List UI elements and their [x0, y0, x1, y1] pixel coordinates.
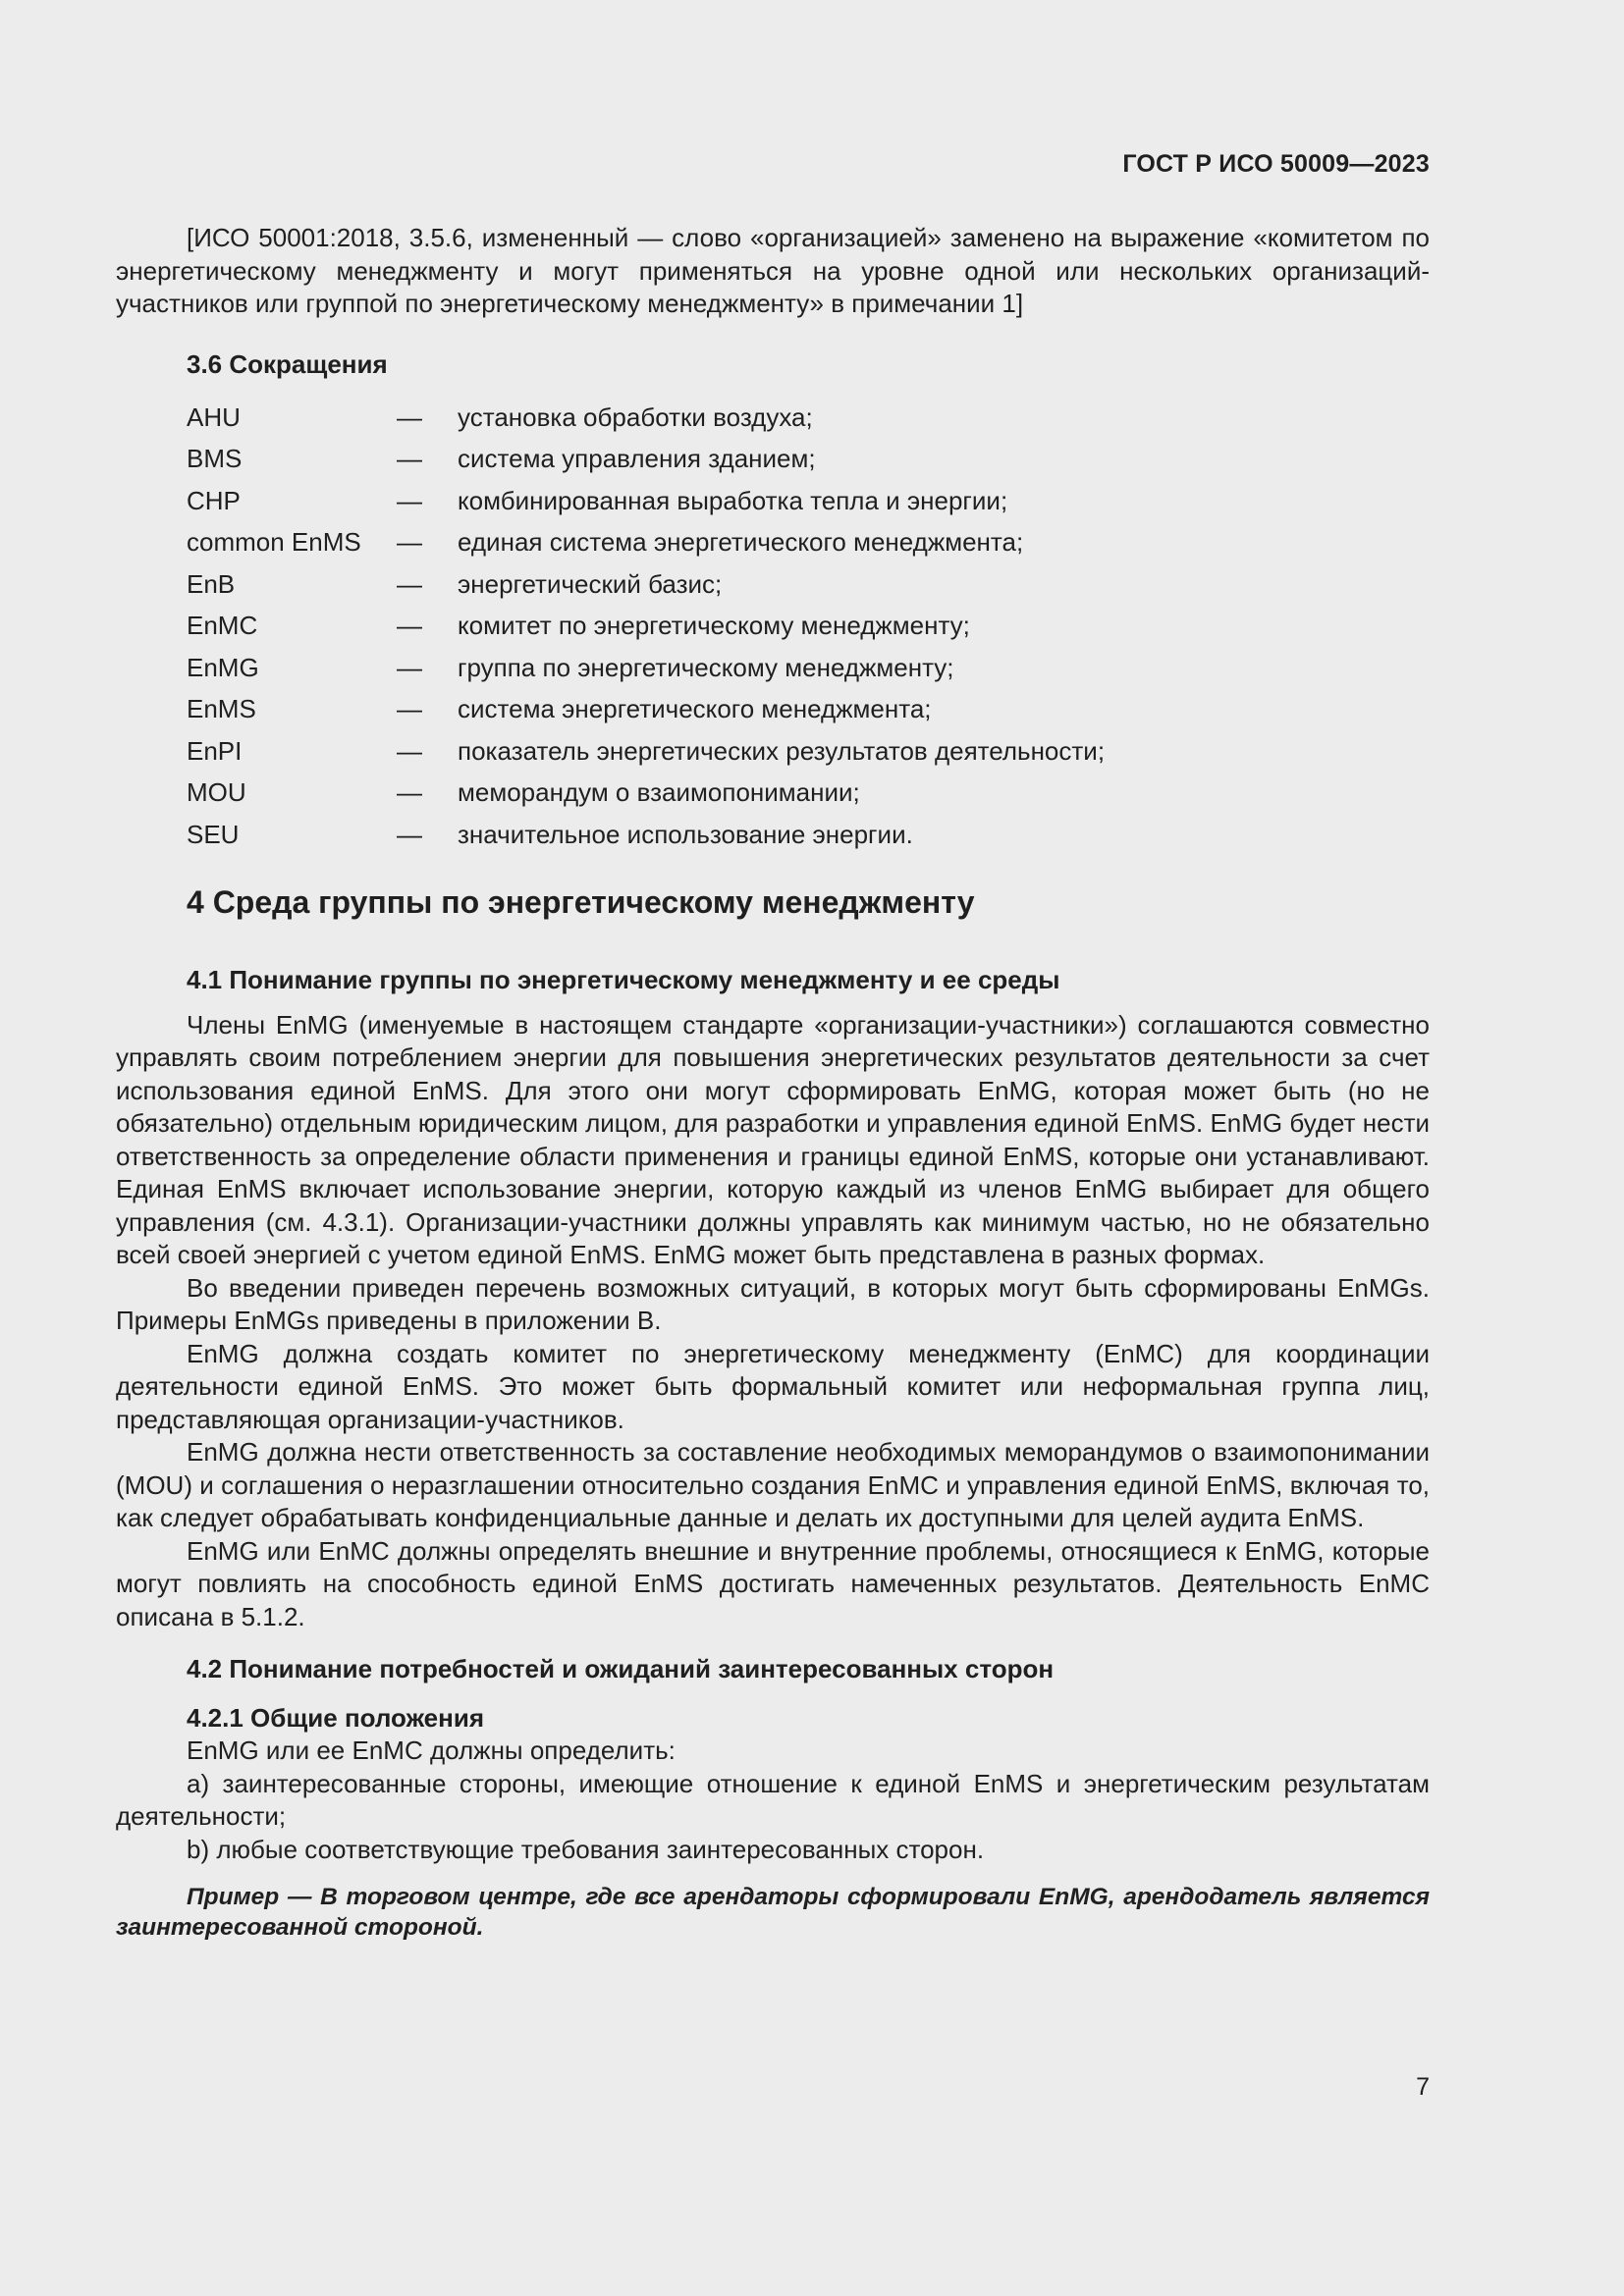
- paragraph: EnMG или ее EnMC должны определить:: [187, 1735, 676, 1765]
- abbreviation-dash: —: [397, 444, 422, 473]
- abbreviation-row: [187, 730, 1105, 773]
- abbreviation-row: [187, 480, 1105, 522]
- abbreviation-definition: система управления зданием;: [458, 444, 816, 473]
- abbreviation-row: [187, 773, 1105, 815]
- abbreviation-row: [187, 689, 1105, 731]
- abbreviation-row: [187, 439, 1105, 481]
- abbreviation-definition: единая система энергетического менеджмента;: [458, 527, 1024, 557]
- section-3-6-heading: 3.6 Сокращения: [187, 348, 388, 379]
- section-4-1-heading: 4.1 Понимание группы по энергетическому менеджменту и ее среды: [187, 965, 1060, 994]
- abbreviation-definition: комбинированная выработка тепла и энергии;: [458, 485, 1008, 515]
- abbreviation-dash: —: [397, 527, 422, 557]
- abbreviation-row: [187, 814, 1105, 856]
- abbreviation-term: EnMS: [187, 694, 256, 723]
- abbreviation-dash: —: [397, 777, 422, 807]
- abbreviation-dash: —: [397, 611, 422, 640]
- abbreviation-dash: —: [397, 652, 422, 682]
- document-header: ГОСТ Р ИСО 50009—2023: [1122, 150, 1430, 178]
- abbreviation-row: [187, 606, 1105, 648]
- section-4-heading: 4 Среда группы по энергетическому менеджменту: [187, 883, 975, 920]
- paragraph: EnMG должна создать комитет по энергетическому менеджменту (EnMC) для координации деятельности единой EnMS. Это может быть формальный комитет или неформальная группа лиц, представляющая организации-участников.: [116, 1338, 1430, 1434]
- abbreviation-term: EnMG: [187, 652, 259, 682]
- abbreviation-term: SEU: [187, 819, 240, 849]
- abbreviation-definition: система энергетического менеджмента;: [458, 694, 932, 723]
- abbreviation-dash: —: [397, 568, 422, 599]
- abbreviation-term: EnPI: [187, 735, 243, 766]
- abbreviation-definition: энергетический базис;: [458, 568, 723, 599]
- abbreviation-term: MOU: [187, 777, 246, 807]
- section-4-2-1-heading: 4.2.1 Общие положения: [187, 1702, 484, 1733]
- example-note: Пример — В торговом центре, где все арендаторы сформировали EnMG, арендодатель является заинтересованной стороной.: [116, 1884, 1430, 1941]
- paragraph: Члены EnMG (именуемые в настоящем стандарте «организации-участники») соглашаются совместно управлять своим потреблением энергии для повышения энергетических результатов деятельности за счет использования единой EnMS. Для этого они могут сформировать EnMG, которая может быть (но не обязательно) отдельным юридическим лицом, для разработки и управления единой EnMS. EnMG будет нести ответственность за определение области применения и границы единой EnMS, которые они устанавливают. Единая EnMS включает использование энергии, которую каждый из членов EnMG выбирает для общего управления (см. 4.3.1). Организации-участники должны управлять как минимум частью, но не обязательно всей своей энергией с учетом единой EnMS. EnMG может быть представлена в разных формах.: [116, 1009, 1430, 1269]
- abbreviation-dash: —: [397, 819, 422, 849]
- abbreviation-term: EnMC: [187, 611, 258, 640]
- paragraph: Во введении приведен перечень возможных ситуаций, в которых могут быть сформированы EnMGs. Примеры EnMGs приведены в приложении В.: [116, 1272, 1430, 1335]
- abbreviation-row: [187, 647, 1105, 689]
- abbreviation-dash: —: [397, 485, 422, 515]
- abbreviation-definition: комитет по энергетическому менеджменту;: [458, 611, 970, 640]
- abbreviation-term: AHU: [187, 401, 241, 432]
- reference-note: [ИСО 50001:2018, 3.5.6, измененный — слово «организацией» заменено на выражение «комитетом по энергетическому менеджменту и могут применяться на уровне одной или нескольких организаций-участников или группой по энергетическому менеджменту» в примечании 1]: [116, 223, 1430, 318]
- section-4-2-heading: 4.2 Понимание потребностей и ожиданий заинтересованных сторон: [187, 1654, 1055, 1683]
- abbreviation-row: [187, 563, 1105, 606]
- abbreviation-dash: —: [397, 694, 422, 723]
- abbreviation-row: [187, 397, 1105, 439]
- abbreviation-dash: —: [397, 735, 422, 766]
- list-item: а) заинтересованные стороны, имеющие отношение к единой EnMS и энергетическим результатам деятельности;: [116, 1768, 1430, 1831]
- abbreviation-term: EnB: [187, 568, 236, 599]
- page-number: 7: [1416, 2073, 1430, 2101]
- paragraph: EnMG или EnMC должны определять внешние и внутренние проблемы, относящиеся к EnMG, которые могут повлиять на способность единой EnMS достигать намеченных результатов. Деятельность EnMC описана в 5.1.2.: [116, 1535, 1430, 1631]
- abbreviation-dash: —: [397, 401, 422, 432]
- abbreviation-term: common EnMS: [187, 527, 361, 557]
- abbreviation-definition: меморандум о взаимопонимании;: [458, 777, 860, 807]
- abbreviation-definition: значительное использование энергии.: [458, 819, 913, 849]
- page-content: [116, 222, 1430, 1943]
- list-item: b) любые соответствующие требования заинтересованных сторон.: [187, 1834, 985, 1864]
- abbreviation-definition: установка обработки воздуха;: [458, 401, 813, 432]
- abbreviation-definition: показатель энергетических результатов деятельности;: [458, 735, 1106, 766]
- abbreviations-table: [187, 397, 1105, 856]
- abbreviation-definition: группа по энергетическому менеджменту;: [458, 652, 954, 682]
- abbreviation-row: [187, 522, 1105, 564]
- abbreviation-term: CHP: [187, 485, 241, 515]
- abbreviation-term: BMS: [187, 444, 243, 473]
- paragraph: EnMG должна нести ответственность за составление необходимых меморандумов о взаимопонимании (MOU) и соглашения о неразглашении относительно создания EnMC и управления единой EnMS, включая то, как следует обрабатывать конфиденциальные данные и делать их доступными для целей аудита EnMS.: [116, 1437, 1430, 1532]
